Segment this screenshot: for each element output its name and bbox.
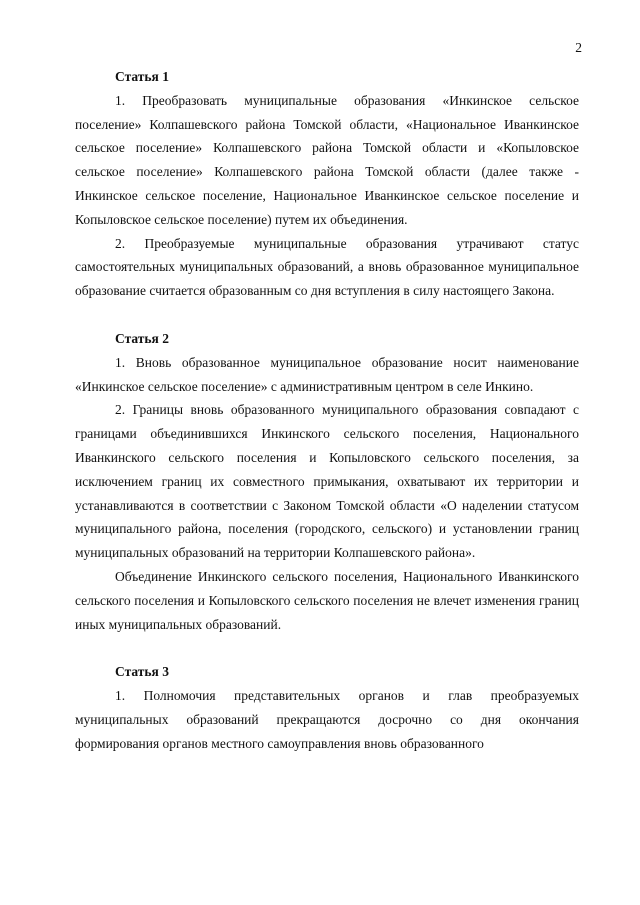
paragraph: 1. Преобразовать муниципальные образования «Инкинское сельское поселение» Колпашевского района Томской области, «Национальное Иванкинское сельское поселение» Колпашевского района Томской области и «Копыловское сельское поселение» Колпашевского района Томской области (далее также - Инкинское сельское поселение, Национальное Иванкинское сельское поселение и Копыловское сельское поселение) путем их объединения. — [75, 92, 579, 227]
article-heading: Статья 1 — [115, 69, 169, 84]
article-2 — [75, 327, 579, 636]
article-1 — [75, 65, 579, 303]
document-body — [75, 65, 579, 780]
page-number: 2 — [575, 40, 582, 55]
paragraph: 1. Вновь образованное муниципальное образование носит наименование «Инкинское сельское поселение» с административным центром в селе Инкино. — [75, 354, 579, 394]
paragraph: 2. Границы вновь образованного муниципального образования совпадают с границами объединившихся Инкинского сельского поселения, Национального Иванкинского сельского поселения и Копыловского сельского поселения, за исключением границ их совместного примыкания, охватывают их территории и устанавливаются в соответствии с Законом Томской области «О наделении статусом муниципального района, поселения (городского, сельского) и установлении границ муниципальных образований на территории Колпашевского района». — [75, 402, 579, 561]
article-3 — [75, 660, 579, 755]
article-heading: Статья 3 — [115, 664, 169, 680]
article-heading: Статья 2 — [115, 330, 169, 346]
paragraph: 2. Преобразуемые муниципальные образования утрачивают статус самостоятельных муниципальных образований, а вновь образованное муниципальное образование считается образованным со дня вступления в силу настоящего Закона. — [75, 235, 579, 299]
paragraph: 1. Полномочия представительных органов и глав преобразуемых муниципальных образований прекращаются досрочно со дня окончания формирования органов местного самоуправления вновь образованного — [75, 688, 579, 751]
paragraph: Объединение Инкинского сельского поселения, Национального Иванкинского сельского поселения и Копыловского сельского поселения не влечет изменения границ иных муниципальных образований. — [75, 568, 579, 632]
